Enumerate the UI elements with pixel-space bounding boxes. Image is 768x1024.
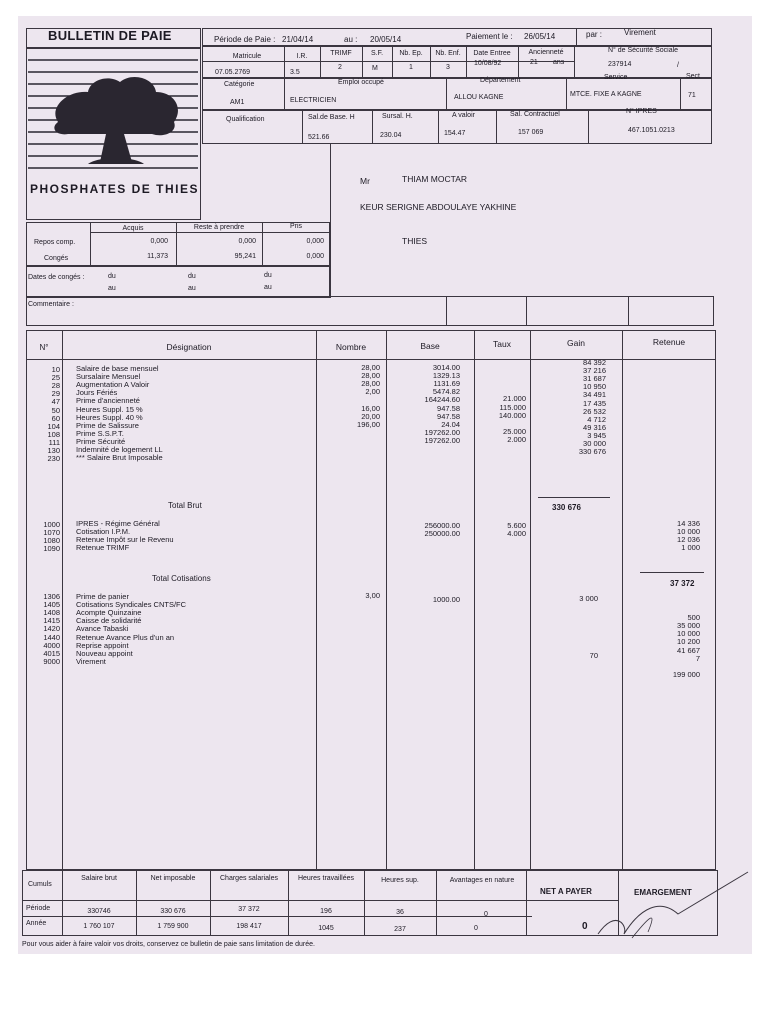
block2-designation-cell: Retenue Impôt sur le Revenu [76, 535, 174, 545]
payslip-title: BULLETIN DE PAIE [48, 28, 172, 43]
cumuls-periode-label: Période [26, 905, 51, 912]
block1-taux-cell: 25.000 [503, 426, 526, 436]
block3-designation-cell: Prime de panier [76, 592, 129, 601]
cumuls-periode-avantages: 0 [484, 911, 488, 918]
block1-designation-cell: Prime S.S.P.T. [76, 428, 124, 438]
block1-nombre-cell: 28,00 [361, 371, 380, 381]
label-qualification: Qualification [226, 116, 265, 123]
block1-taux-cell: 2.000 [507, 434, 526, 444]
conges-conges-pris: 0,000 [306, 253, 324, 260]
block2-designation-cell: Cotisation I.P.M. [76, 527, 131, 537]
value-sursal-h: 230.04 [380, 132, 402, 139]
block2-num-cell: 1070 [43, 528, 60, 538]
block2-taux-cell: 5.600 [507, 521, 526, 530]
value-nb-enf: 3 [446, 64, 450, 71]
block1-num-cell: 60 [51, 413, 60, 423]
block1-gain-cell: 37 216 [583, 366, 606, 376]
conges-row-conges-label: Congés [44, 255, 69, 262]
cumuls-periode-heures: 196 [320, 908, 332, 915]
total-brut-value: 330 676 [552, 503, 581, 512]
value-secu: 237914 [608, 61, 632, 68]
block1-gain-cell: 34 491 [583, 390, 606, 400]
payslip-sheet [18, 16, 752, 954]
label-date-entree: Date Entree [473, 50, 511, 57]
block1-base-cell: 1131.69 [433, 379, 460, 389]
block1-designation-cell: *** Salaire Brut Imposable [76, 453, 163, 463]
label-service: Service [604, 74, 628, 81]
employee-civility: Mr [360, 176, 370, 186]
payment-method: Virement [624, 28, 656, 37]
block1-designation-cell: Prime d'ancienneté [76, 396, 140, 406]
block1-nombre-cell: 20,00 [361, 411, 380, 421]
conges-header-acquis: Acquis [122, 225, 144, 232]
block1-num-cell: 108 [47, 429, 60, 439]
dates-du-3: du [264, 272, 272, 279]
block1-num-cell: 130 [47, 446, 60, 455]
block1-base-cell: 3014.00 [432, 363, 460, 372]
label-sal-base-h: Sal.de Base. H [308, 114, 355, 121]
value-a-valoir: 154.47 [444, 130, 466, 137]
block1-gain-cell: 26 532 [583, 406, 606, 416]
dates-du-2: du [188, 273, 196, 280]
block1-taux-cell: 21.000 [503, 394, 526, 404]
block1-taux-cell: 115.000 [499, 402, 526, 412]
label-emploi: Emploi occupé [338, 79, 384, 86]
block3-num-cell: 1440 [43, 632, 60, 642]
label-nb-ep: Nb. Ep. [399, 50, 423, 57]
block1-designation-cell: Heures Suppl. 40 % [76, 412, 143, 422]
conges-repos-reste: 0,000 [238, 238, 256, 245]
block1-num-cell: 50 [51, 405, 60, 415]
net-a-payer-label: NET A PAYER [540, 887, 592, 896]
block1-nombre-cell: 28,00 [361, 379, 380, 389]
cumuls-periode-brut: 330746 [87, 908, 111, 915]
block1-gain-cell: 49 316 [583, 422, 606, 432]
cumuls-header-heures-sup: Heures sup. [381, 877, 419, 884]
block1-base-cell: 5474.82 [432, 387, 460, 397]
period-from: 21/04/14 [282, 35, 314, 44]
block3-base-cell: 1000.00 [432, 595, 460, 604]
block1-base-cell: 24.04 [441, 419, 460, 429]
total-cotisations-value: 37 372 [670, 579, 695, 588]
label-trimf: TRIMF [330, 50, 352, 57]
block3-retenue-cell: 10 000 [677, 629, 700, 639]
value-sal-base-h: 521.66 [308, 134, 330, 141]
block3-designation-cell: Retenue Avance Plus d'un an [76, 632, 175, 642]
block3-designation-cell: Nouveau appoint [76, 648, 133, 658]
block3-retenue-cell: 199 000 [672, 669, 700, 679]
label-ir: I.R. [296, 53, 308, 60]
block3-num-cell: 9000 [43, 656, 60, 666]
block1-base-cell: 1329.13 [432, 371, 460, 381]
block3-num-cell: 1415 [43, 616, 60, 626]
block1-designation-cell: Prime Sécurité [76, 436, 126, 446]
cumuls-header-charges: Charges salariales [220, 875, 278, 882]
col-header-gain: Gain [567, 338, 585, 348]
label-matricule: Matricule [232, 53, 262, 60]
block1-base-cell: 164244.60 [424, 395, 460, 405]
block3-nombre-cell: 3,00 [365, 591, 380, 600]
block2-retenue-cell: 10 000 [677, 527, 700, 537]
footer-note: Pour vous aider à faire valoir vos droits, conservez ce bulletin de paie sans limitation de durée. [22, 941, 315, 948]
period-label: Période de Paie : [214, 35, 276, 44]
cumuls-annee-heures-sup: 237 [394, 926, 406, 933]
label-a-valoir: A valoir [452, 112, 475, 119]
block3-num-cell: 1306 [43, 592, 60, 601]
cumuls-annee-avantages: 0 [474, 925, 478, 932]
block1-base-cell: 197262.00 [424, 427, 460, 437]
value-anciennete: 21 [530, 59, 538, 66]
conges-header-pris: Pris [289, 223, 303, 230]
employee-city: THIES [402, 236, 428, 246]
block2-designation-cell: IPRES - Régime Général [76, 519, 160, 528]
block3-designation-cell: Cotisations Syndicales CNTS/FC [76, 600, 187, 610]
block1-taux-cell: 140.000 [498, 410, 526, 420]
block1-designation-cell: Jours Fériés [76, 388, 118, 398]
period-to: 20/05/14 [370, 35, 402, 44]
value-service: MTCE. FIXE A KAGNE [570, 91, 642, 98]
label-sal-contractuel: Sal. Contractuel [510, 111, 560, 118]
period-au-label: au : [344, 35, 358, 44]
block1-num-cell: 230 [47, 454, 60, 464]
conges-conges-acquis: 11,373 [147, 253, 168, 260]
col-header-designation: Désignation [166, 342, 212, 352]
value-sf: M [372, 65, 378, 72]
block3-retenue-cell: 7 [695, 653, 700, 663]
value-matricule: 07.05.2769 [215, 69, 251, 76]
block3-num-cell: 4015 [43, 648, 60, 658]
block3-retenue-cell: 35 000 [677, 621, 700, 631]
conges-header-reste: Reste à prendre [193, 224, 245, 231]
employee-address: KEUR SERIGNE ABDOULAYE YAKHINE [360, 202, 517, 212]
block1-gain-cell: 4 712 [587, 414, 606, 424]
cumuls-label: Cumuls [28, 881, 52, 888]
cumuls-annee-heures: 1045 [318, 925, 334, 932]
block1-num-cell: 25 [51, 373, 60, 383]
emargement-label: EMARGEMENT [634, 888, 692, 897]
block1-num-cell: 104 [47, 421, 60, 431]
block3-designation-cell: Acompte Quinzaine [76, 608, 142, 618]
block2-base-cell: 256000.00 [424, 521, 460, 530]
block1-gain-cell: 330 676 [578, 447, 606, 457]
dates-au-1: au [108, 285, 116, 292]
anciennete-unit: ans [553, 59, 565, 66]
dates-au-3: au [264, 284, 272, 291]
label-sf: S.F. [370, 50, 384, 57]
block2-num-cell: 1080 [43, 536, 60, 546]
block2-taux-cell: 4.000 [507, 529, 526, 539]
block1-designation-cell: Indemnité de logement LL [76, 445, 163, 454]
block1-base-cell: 197262.00 [424, 435, 460, 445]
col-header-retenue: Retenue [652, 337, 686, 347]
conges-repos-acquis: 0,000 [150, 238, 168, 245]
value-ipres: 467.1051.0213 [628, 127, 675, 134]
block1-gain-cell: 30 000 [583, 439, 606, 448]
secu-suffix: / [677, 62, 679, 69]
payment-date: 26/05/14 [524, 32, 556, 41]
block3-retenue-cell: 10 200 [677, 637, 700, 647]
signature-mark-icon [588, 868, 752, 940]
commentaire-box [26, 296, 714, 326]
value-emploi: ELECTRICIEN [290, 97, 337, 104]
conges-repos-pris: 0,000 [306, 238, 324, 245]
block3-designation-cell: Avance Tabaski [76, 624, 129, 634]
total-brut-label: Total Brut [168, 501, 202, 510]
block2-retenue-cell: 1 000 [681, 543, 700, 553]
block1-base-cell: 947.58 [437, 411, 460, 421]
block3-designation-cell: Virement [76, 656, 106, 666]
cumuls-periode-heures-sup: 36 [396, 909, 404, 916]
label-sect: Sect [686, 73, 701, 80]
cumuls-periode-charges: 37 372 [238, 906, 260, 913]
conges-row-repos-label: Repos comp. [34, 239, 76, 246]
cumuls-header-net-imposable: Net imposable [150, 875, 196, 882]
block1-nombre-cell: 2,00 [365, 387, 380, 397]
tree-logo-icon [28, 52, 198, 182]
company-name: PHOSPHATES DE THIES [30, 182, 199, 196]
value-departement: ALLOU KAGNE [454, 94, 504, 101]
block1-num-cell: 10 [51, 365, 60, 374]
dates-conges-label: Dates de congés : [28, 274, 85, 281]
net-a-payer-value: 0 [582, 921, 588, 932]
block3-designation-cell: Reprise appoint [76, 640, 129, 650]
block2-num-cell: 1000 [43, 520, 60, 529]
block3-gain-cell: 70 [589, 650, 598, 660]
value-sal-contractuel: 157 069 [518, 129, 544, 136]
block3-num-cell: 1405 [43, 600, 60, 610]
block3-num-cell: 1408 [43, 608, 60, 618]
block1-designation-cell: Salaire de base mensuel [76, 364, 159, 373]
block1-designation-cell: Augmentation A Valoir [76, 380, 150, 390]
employee-name: THIAM MOCTAR [402, 174, 468, 184]
block1-num-cell: 29 [51, 389, 60, 399]
col-header-taux: Taux [493, 339, 511, 349]
block3-gain-cell: 3 000 [579, 594, 598, 603]
label-sursal-h: Sursal. H. [382, 113, 413, 120]
value-trimf: 2 [338, 64, 342, 71]
cumuls-periode-net-imposable: 330 676 [160, 908, 186, 915]
col-header-base: Base [420, 341, 440, 351]
cumuls-annee-label: Année [26, 920, 47, 927]
block1-gain-cell: 3 945 [587, 430, 606, 440]
block2-retenue-cell: 14 336 [677, 519, 700, 528]
block2-designation-cell: Retenue TRIMF [76, 543, 130, 553]
dates-du-1: du [108, 273, 116, 280]
label-categorie: Catégorie [224, 81, 255, 88]
block3-designation-cell: Caisse de solidarité [76, 616, 142, 626]
payment-method-label: par : [586, 30, 603, 39]
payment-label: Paiement le : [466, 32, 513, 41]
label-anciennete: Ancienneté [528, 49, 564, 56]
cumuls-annee-charges: 198 417 [236, 923, 262, 930]
block1-num-cell: 28 [51, 381, 60, 391]
block1-gain-cell: 17 435 [583, 398, 606, 408]
block1-designation-cell: Heures Suppl. 15 % [76, 404, 143, 414]
value-date-entree: 10/08/92 [474, 60, 502, 67]
block1-num-cell: 111 [48, 437, 60, 447]
block2-base-cell: 250000.00 [424, 529, 460, 539]
value-sect: 71 [688, 92, 696, 99]
block3-num-cell: 4000 [43, 640, 60, 650]
block1-gain-cell: 84 392 [583, 358, 606, 367]
block2-retenue-cell: 12 036 [677, 535, 700, 545]
dates-conges-box [26, 266, 330, 298]
dates-au-2: au [188, 285, 196, 292]
cumuls-header-avantages: Avantages en nature [449, 877, 515, 884]
value-nb-ep: 1 [409, 64, 413, 71]
block1-nombre-cell: 16,00 [361, 403, 380, 413]
value-categorie: AM1 [230, 99, 245, 106]
col-header-nombre: Nombre [335, 342, 367, 352]
block2-num-cell: 1090 [43, 544, 60, 554]
cumuls-header-heures: Heures travaillées [297, 875, 355, 882]
cumuls-annee-net-imposable: 1 759 900 [157, 923, 189, 930]
block1-gain-cell: 10 950 [583, 382, 606, 392]
value-ir: 3.5 [290, 69, 300, 76]
block1-num-cell: 47 [51, 397, 60, 407]
block1-designation-cell: Sursalaire Mensuel [76, 372, 141, 382]
label-secu: N° de Sécurité Sociale [607, 47, 679, 54]
block1-gain-cell: 31 687 [583, 374, 606, 384]
block1-designation-cell: Prime de Salissure [76, 420, 139, 430]
block3-retenue-cell: 500 [687, 613, 700, 623]
commentaire-label: Commentaire : [28, 301, 74, 308]
block3-retenue-cell: 41 667 [677, 645, 700, 655]
conges-conges-reste: 95,241 [234, 253, 256, 260]
block1-nombre-cell: 28,00 [361, 363, 380, 372]
block1-base-cell: 947.58 [437, 403, 460, 413]
cumuls-header-brut: Salaire brut [81, 875, 117, 882]
col-header-num: N° [39, 343, 49, 352]
label-departement: Département [480, 77, 521, 84]
block3-num-cell: 1420 [43, 624, 60, 634]
block1-nombre-cell: 196,00 [357, 419, 380, 429]
label-ipres: N° IPRES [626, 108, 657, 115]
label-nb-enf: Nb. Enf. [435, 50, 461, 57]
total-cotisations-label: Total Cotisations [152, 574, 211, 583]
cumuls-annee-brut: 1 760 107 [83, 923, 115, 930]
